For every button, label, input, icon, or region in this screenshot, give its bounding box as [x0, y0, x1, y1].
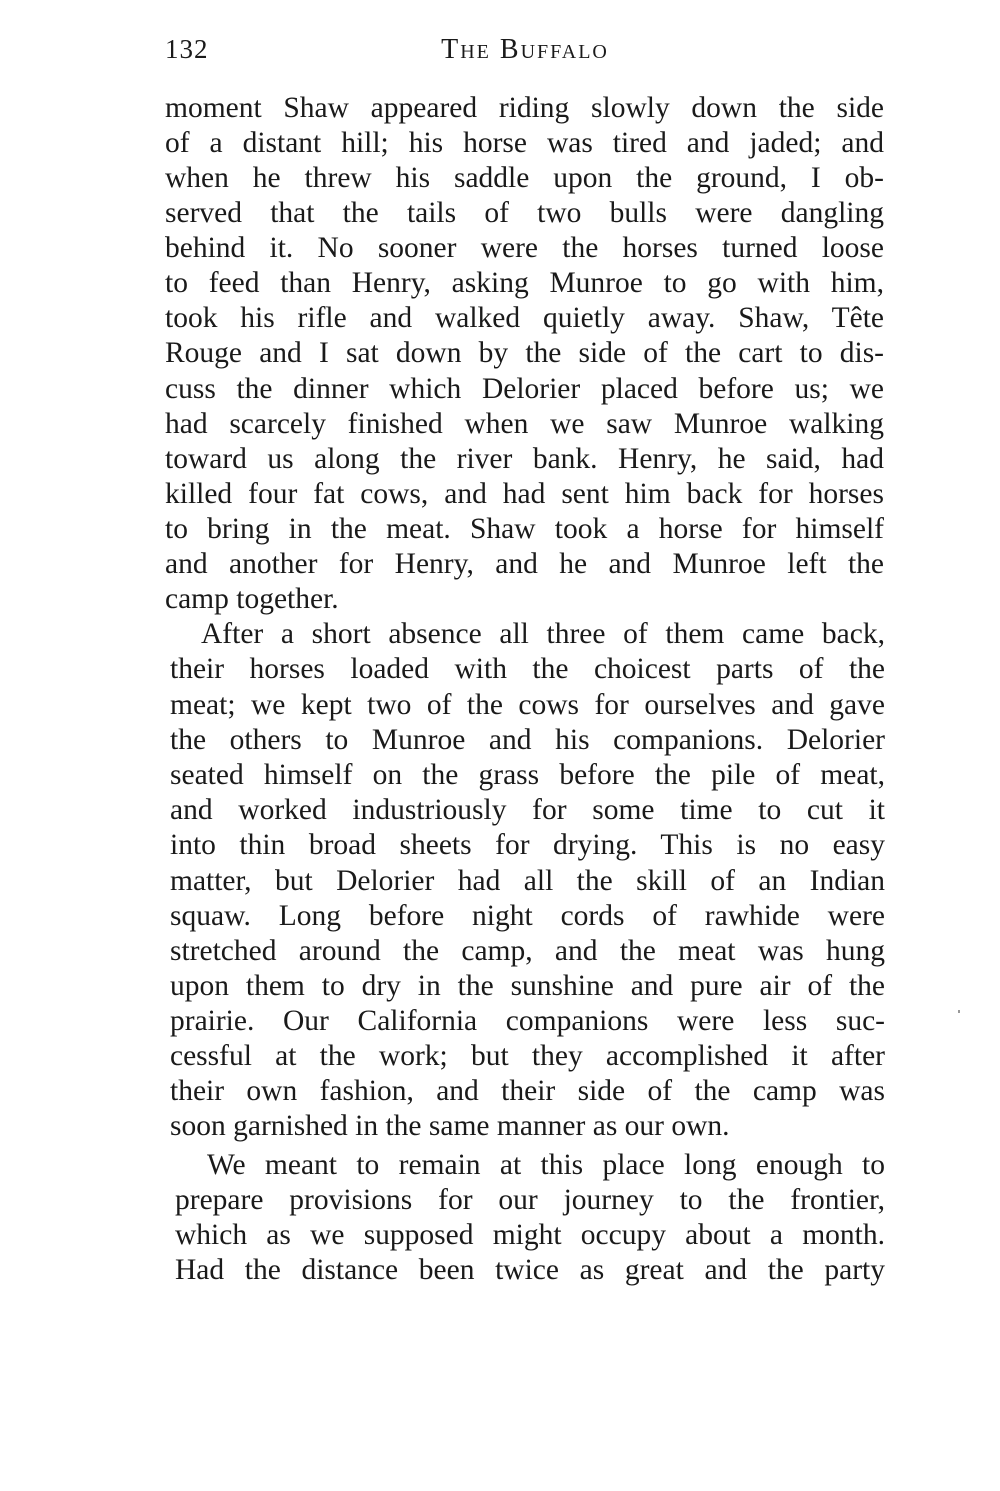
text-line: took his rifle and walked quietly away. Shaw, Tête — [165, 302, 884, 334]
text-line: and worked industriously for some time to cut it — [170, 794, 885, 826]
text-line: their horses loaded with the choicest parts of the — [170, 653, 885, 685]
text-line: stretched around the camp, and the meat was hung — [170, 935, 885, 967]
text-line: Rouge and I sat down by the side of the cart to dis- — [165, 337, 884, 369]
text-line: served that the tails of two bulls were dangling — [165, 197, 884, 229]
text-line: prairie. Our California companions were less suc- — [170, 1005, 885, 1037]
page-number: 132 — [165, 34, 209, 64]
text-line: upon them to dry in the sunshine and pure air of the — [170, 970, 885, 1002]
text-line: cuss the dinner which Delorier placed before us; we — [165, 373, 884, 405]
text-line: meat; we kept two of the cows for ourselves and gave — [170, 689, 885, 721]
text-line: squaw. Long before night cords of rawhide were — [170, 900, 885, 932]
text-line: matter, but Delorier had all the skill of an Indian — [170, 865, 885, 897]
text-line: killed four fat cows, and had sent him back for horses — [165, 478, 884, 510]
text-line: and another for Henry, and he and Munroe left the — [165, 548, 884, 580]
text-line: had scarcely finished when we saw Munroe walking — [165, 408, 884, 440]
text-line: After a short absence all three of them came back, — [201, 618, 885, 650]
text-line: We meant to remain at this place long enough to — [207, 1149, 885, 1181]
text-line: camp together. — [165, 583, 339, 615]
text-line: their own fashion, and their side of the camp was — [170, 1075, 885, 1107]
text-line: of a distant hill; his horse was tired and jaded; and — [165, 127, 884, 159]
text-line: toward us along the river bank. Henry, he said, had — [165, 443, 884, 475]
text-line: cessful at the work; but they accomplished it after — [170, 1040, 885, 1072]
text-line: seated himself on the grass before the pile of meat, — [170, 759, 885, 791]
text-line: to bring in the meat. Shaw took a horse for himself — [165, 513, 884, 545]
text-line: when he threw his saddle upon the ground, I ob- — [165, 162, 884, 194]
running-title: The Buffalo — [441, 34, 609, 65]
page-header — [165, 34, 885, 74]
text-line: which as we supposed might occupy about a month. — [175, 1219, 885, 1251]
text-line: behind it. No sooner were the horses turned loose — [165, 232, 884, 264]
text-line: into thin broad sheets for drying. This is no easy — [170, 829, 885, 861]
text-line: soon garnished in the same manner as our own. — [170, 1110, 730, 1142]
scan-speck — [958, 1010, 960, 1013]
text-line: moment Shaw appeared riding slowly down the side — [165, 92, 884, 124]
text-line: prepare provisions for our journey to the frontier, — [175, 1184, 885, 1216]
text-line: to feed than Henry, asking Munroe to go with him, — [165, 267, 884, 299]
text-line: the others to Munroe and his companions. Delorier — [170, 724, 885, 756]
text-line: Had the distance been twice as great and the party — [175, 1254, 885, 1286]
